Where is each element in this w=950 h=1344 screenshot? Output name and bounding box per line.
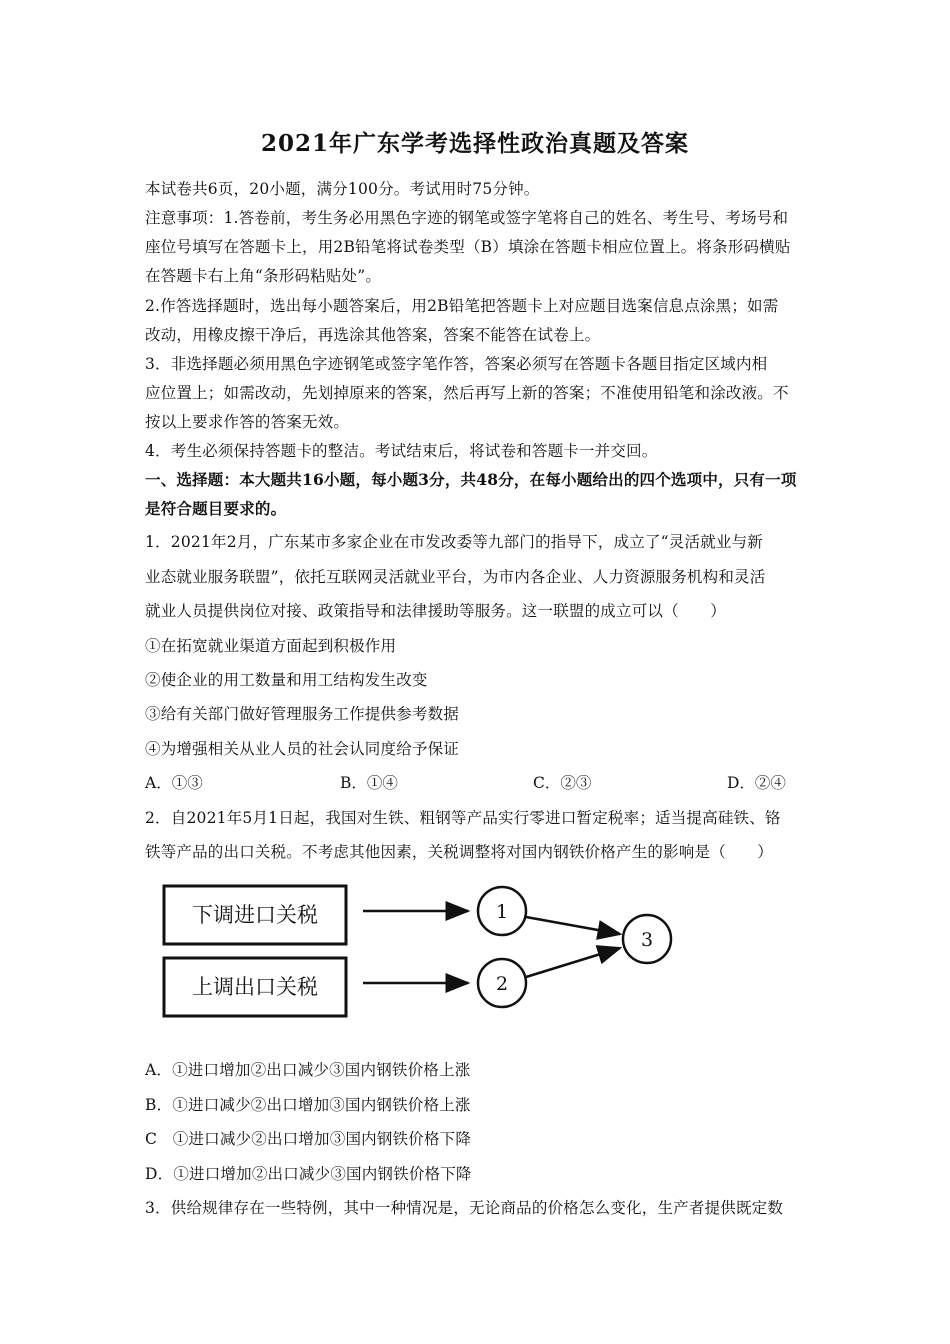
question-1-item: ②使企业的用工数量和用工结构发生改变 [145, 671, 428, 689]
question-1-item: ③给有关部门做好管理服务工作提供参考数据 [145, 705, 460, 723]
question-1-option-b: B．①④ [340, 774, 398, 792]
node-1-label: 1 [495, 901, 509, 923]
question-1-option-a: A．①③ [145, 774, 203, 792]
intro-line: 4．考生必须保持答题卡的整洁。考试结束后，将试卷和答题卡一并交回。 [145, 442, 658, 460]
intro-line: 座位号填写在答题卡上，用2B铅笔将试卷类型（B）填涂在答题卡相应位置上。将条形码横贴 [145, 238, 791, 256]
arrow-node1-to-node3 [526, 917, 620, 934]
box-raise-export-tariff-label: 上调出口关税 [192, 975, 318, 999]
question-1-stem: 1．2021年2月，广东某市多家企业在市发改委等九部门的指导下，成立了“灵活就业与新 [145, 533, 763, 551]
section-heading: 是符合题目要求的。 [145, 499, 287, 518]
question-2-option-a: A．①进口增加②出口减少③国内钢铁价格上涨 [145, 1061, 471, 1079]
question-1-stem: 业态就业服务联盟”，依托互联网灵活就业平台，为市内各企业、人力资源服务机构和灵活 [145, 568, 766, 586]
intro-line: 应位置上；如需改动，先划掉原来的答案，然后再写上新的答案；不准使用铅笔和涂改液。不 [145, 384, 789, 402]
intro-line: 改动，用橡皮擦干净后，再选涂其他答案，答案不能答在试卷上。 [145, 326, 601, 344]
question-2-stem: 铁等产品的出口关税。不考虑其他因素，关税调整将对国内钢铁价格产生的影响是（ ） [145, 843, 774, 861]
question-3-stem: 3．供给规律存在一些特例，其中一种情况是，无论商品的价格怎么变化，生产者提供既定数 [145, 1199, 784, 1217]
intro-line: 注意事项：1.答卷前，考生务必用黑色字迹的钢笔或签字笔将自己的姓名、考生号、考场号和 [145, 209, 789, 227]
arrow-node2-to-node3 [526, 948, 620, 977]
question-2-option-d: D．①进口增加②出口减少③国内钢铁价格下降 [145, 1165, 472, 1183]
question-1-option-c: C．②③ [533, 774, 592, 792]
question-1-item: ④为增强相关从业人员的社会认同度给予保证 [145, 740, 460, 758]
intro-line: 按以上要求作答的答案无效。 [145, 413, 350, 431]
box-lower-import-tariff-label: 下调进口关税 [192, 903, 318, 927]
node-3-label: 3 [640, 929, 654, 951]
node-2-label: 2 [495, 973, 509, 995]
tariff-flow-diagram [150, 870, 690, 1035]
question-1-stem: 就业人员提供岗位对接、政策指导和法律援助等服务。这一联盟的成立可以（ ） [145, 602, 726, 620]
section-heading: 一、选择题：本大题共16小题，每小题3分，共48分，在每小题给出的四个选项中，只有一项 [145, 470, 797, 489]
question-1-option-d: D．②④ [727, 774, 786, 792]
page-title: 2021年广东学考选择性政治真题及答案 [260, 130, 689, 157]
question-2-option-b: B．①进口减少②出口增加③国内钢铁价格上涨 [145, 1096, 471, 1114]
intro-line: 在答题卡右上角“条形码粘贴处”。 [145, 267, 382, 285]
intro-line: 2.作答选择题时，选出每小题答案后，用2B铅笔把答题卡上对应题目选案信息点涂黑；如需 [145, 297, 779, 315]
intro-line: 本试卷共6页，20小题，满分100分。考试用时75分钟。 [145, 180, 540, 198]
question-2-option-c: C ①进口减少②出口增加③国内钢铁价格下降 [145, 1130, 472, 1148]
question-2-stem: 2．自2021年5月1日起，我国对生铁、粗钢等产品实行零进口暂定税率；适当提高硅铁、铬 [145, 809, 781, 827]
intro-line: 3．非选择题必须用黑色字迹钢笔或签字笔作答，答案必须写在答题卡各题目指定区域内相 [145, 355, 768, 373]
question-1-item: ①在拓宽就业渠道方面起到积极作用 [145, 637, 397, 655]
